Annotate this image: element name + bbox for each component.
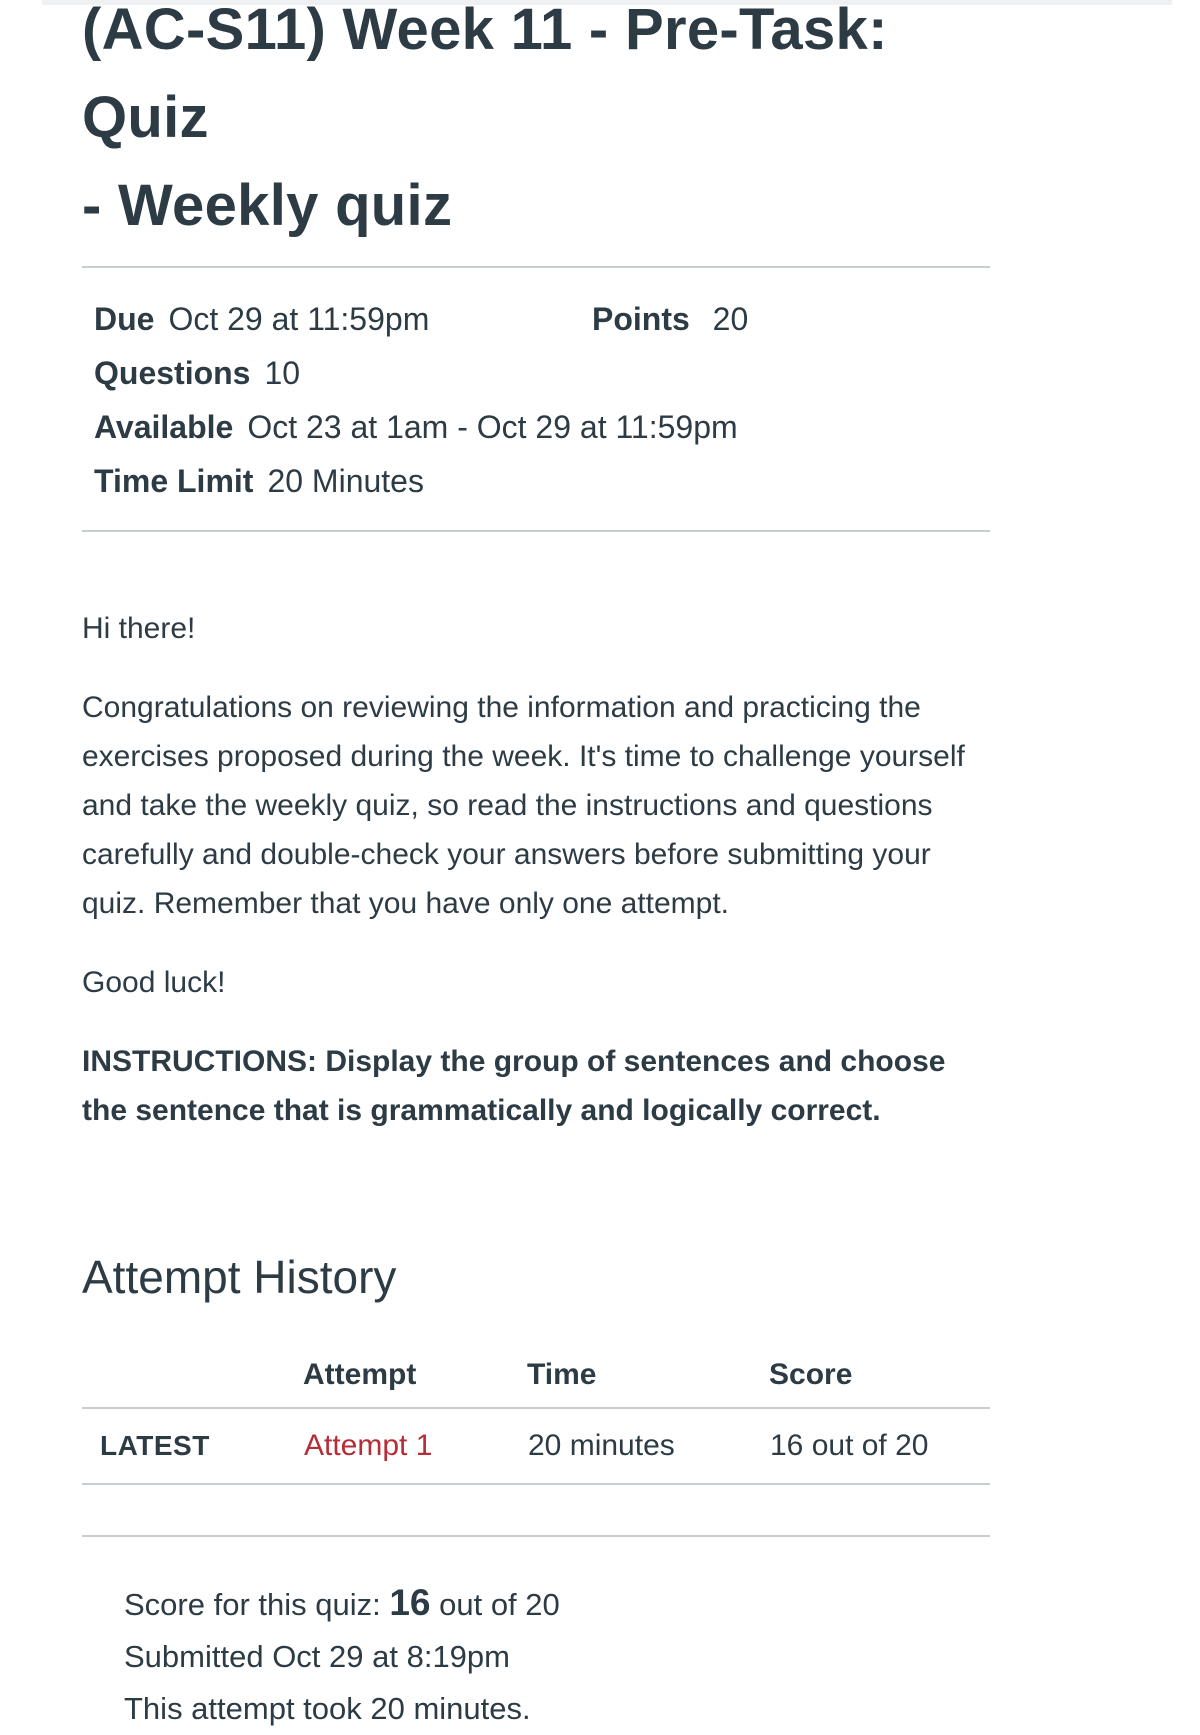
score-value: 16 bbox=[389, 1582, 431, 1623]
attempt-history-heading: Attempt History bbox=[82, 1251, 397, 1303]
score-summary bbox=[82, 1577, 990, 1735]
column-header-score: Score bbox=[769, 1343, 990, 1408]
score-prefix: Score for this quiz: bbox=[124, 1587, 390, 1622]
score-suffix: out of 20 bbox=[430, 1587, 560, 1622]
column-header-tag bbox=[82, 1343, 303, 1408]
questions-value: 10 bbox=[264, 355, 301, 391]
title-line-1: (AC-S11) Week 11 - Pre-Task: Quiz bbox=[82, 0, 888, 150]
description-body: Congratulations on reviewing the information and practicing the exercises proposed during the week. It's time to challenge yourself and take the weekly quiz, so read the instructions and questions carefully and double-check your answers before submitting your quiz. Remember that you have only one attempt. bbox=[82, 691, 965, 920]
quiz-page bbox=[82, 0, 990, 1735]
divider bbox=[82, 1535, 990, 1537]
duration-text: This attempt took 20 minutes. bbox=[124, 1691, 531, 1726]
table-header-row bbox=[82, 1343, 990, 1408]
due-value: Oct 29 at 11:59pm bbox=[168, 301, 430, 337]
divider bbox=[82, 530, 990, 532]
score-line bbox=[124, 1577, 990, 1631]
score-cell: 16 out of 20 bbox=[769, 1408, 990, 1484]
quiz-description bbox=[82, 604, 990, 1135]
attempt-1-link[interactable]: Attempt 1 bbox=[304, 1429, 433, 1462]
attempt-history-table bbox=[82, 1343, 990, 1485]
greeting-text: Hi there! bbox=[82, 612, 196, 645]
closing-text: Good luck! bbox=[82, 966, 226, 999]
column-header-time: Time bbox=[527, 1343, 769, 1408]
points-label: Points bbox=[592, 301, 690, 337]
available-label: Available bbox=[94, 409, 234, 445]
instructions-text: INSTRUCTIONS: Display the group of sentences and choose the sentence that is grammatically and logically correct. bbox=[82, 1045, 946, 1127]
table-row bbox=[82, 1408, 990, 1484]
details-row-time-limit bbox=[94, 454, 990, 508]
quiz-details bbox=[82, 268, 990, 530]
column-header-attempt: Attempt bbox=[303, 1343, 527, 1408]
time-limit-value: 20 Minutes bbox=[267, 463, 424, 499]
submitted-text: Submitted Oct 29 at 8:19pm bbox=[124, 1639, 510, 1674]
details-row-due bbox=[94, 292, 990, 346]
questions-label: Questions bbox=[94, 355, 251, 391]
time-limit-label: Time Limit bbox=[94, 463, 254, 499]
time-cell: 20 minutes bbox=[527, 1408, 769, 1484]
details-row-available bbox=[94, 400, 990, 454]
due-label: Due bbox=[94, 301, 155, 337]
details-row-questions bbox=[94, 346, 990, 400]
page-title bbox=[82, 0, 990, 250]
attempt-cell bbox=[303, 1408, 527, 1484]
available-value: Oct 23 at 1am - Oct 29 at 11:59pm bbox=[247, 409, 738, 445]
points-value: 20 bbox=[712, 301, 749, 337]
latest-tag: LATEST bbox=[82, 1408, 303, 1484]
title-line-2: - Weekly quiz bbox=[82, 173, 453, 238]
